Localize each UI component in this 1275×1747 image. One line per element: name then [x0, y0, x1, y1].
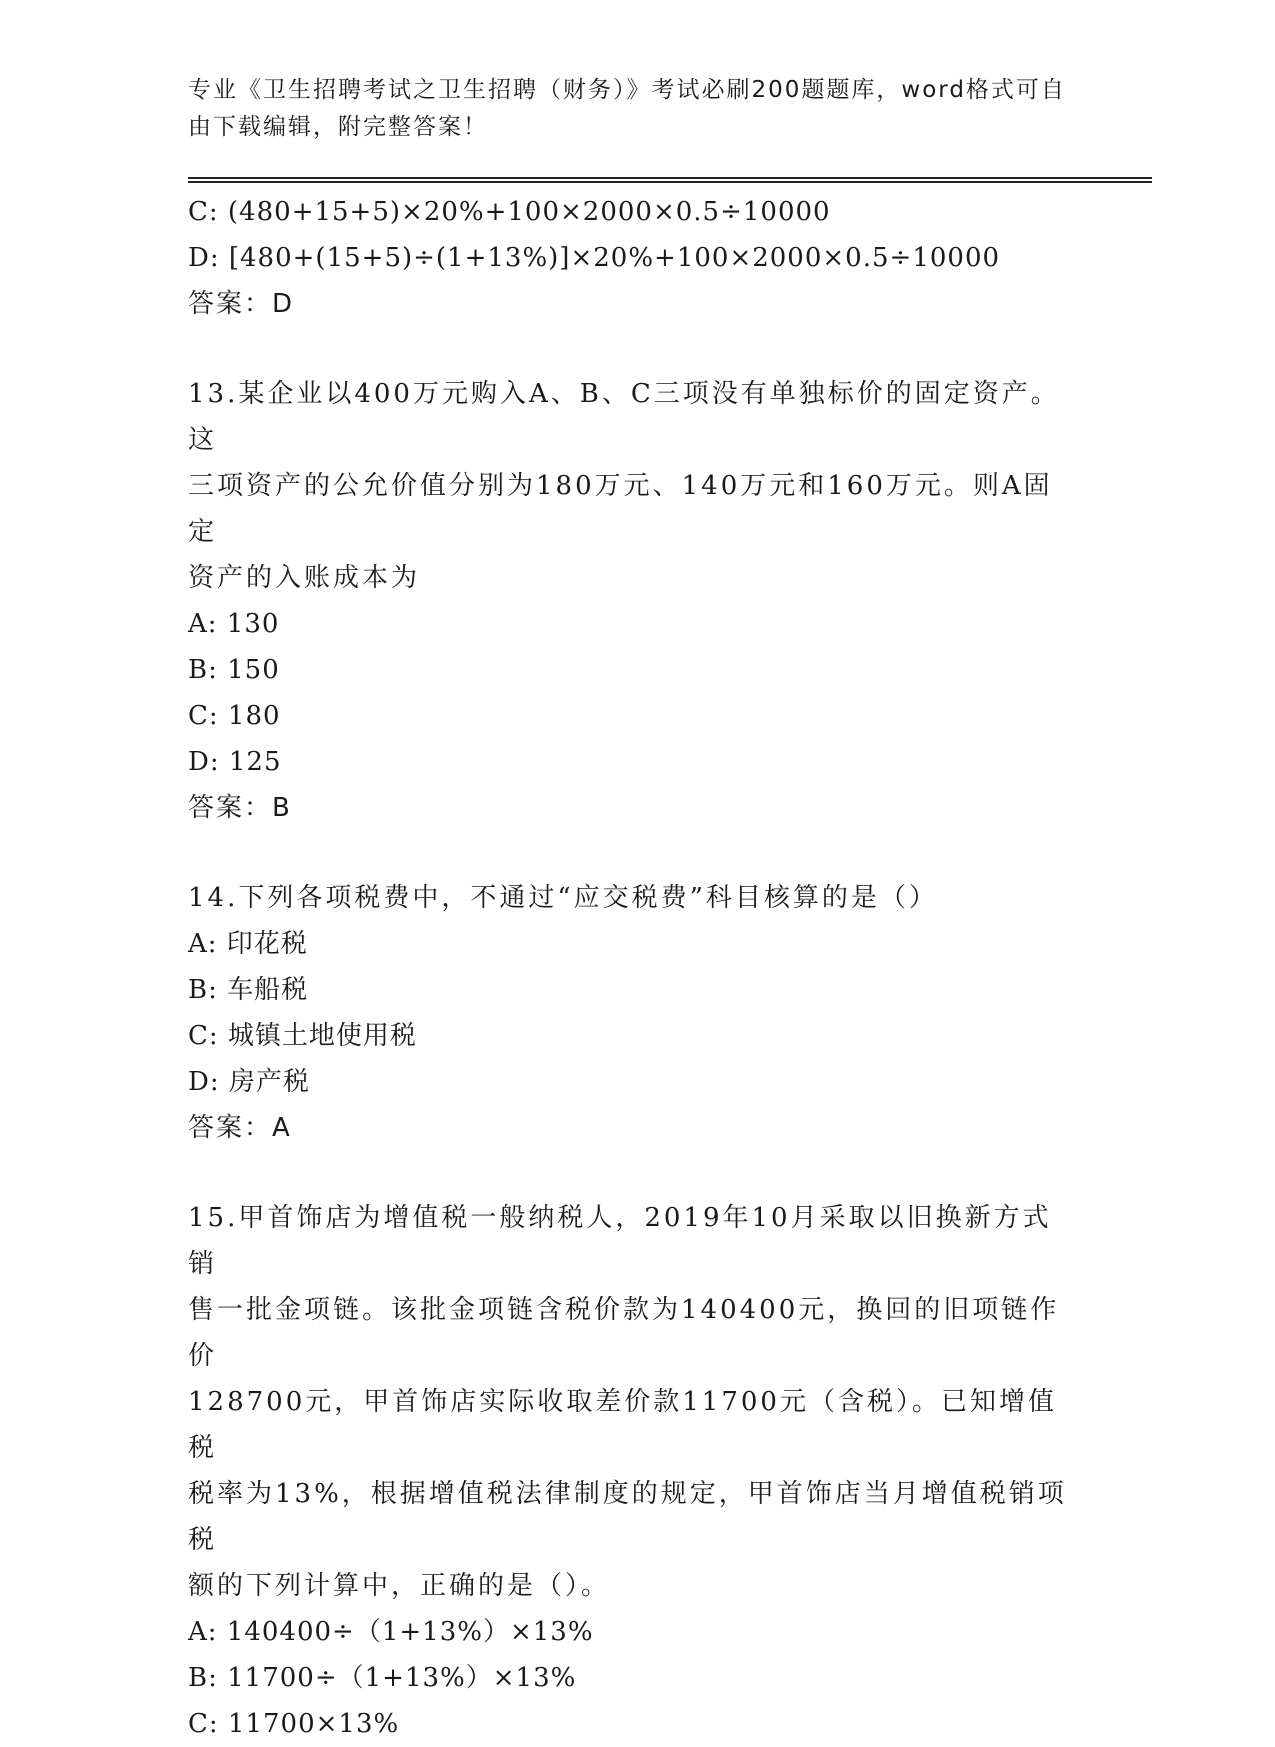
question-15-stem — [188, 1195, 1078, 1609]
question-spacer — [188, 327, 1088, 371]
question-14-stem — [188, 875, 1078, 921]
question-list — [188, 189, 1088, 1747]
question-14-option-b: B: 车船税 — [188, 975, 309, 1005]
question-14 — [188, 875, 1088, 1151]
question-12-option-c: C: (480+15+5)×20%+100×2000×0.5÷10000 — [188, 197, 831, 227]
question-13 — [188, 371, 1088, 831]
question-13-answer: 答案：B — [188, 793, 292, 823]
question-15 — [188, 1195, 1088, 1747]
question-14-stem-line-1: 14.下列各项税费中，不通过“应交税费”科目核算的是（） — [188, 883, 938, 913]
question-12 — [188, 189, 1088, 327]
question-13-option-d: D: 125 — [188, 747, 282, 777]
question-15-option-c: C: 11700×13% — [188, 1709, 400, 1739]
question-13-stem-line-2: 三项资产的公允价值分别为180万元、140万元和160万元。则A固定 — [188, 471, 1053, 547]
question-12-answer: 答案：D — [188, 289, 295, 319]
document-header — [188, 72, 1068, 146]
question-spacer — [188, 831, 1088, 875]
question-13-option-a: A: 130 — [188, 609, 280, 639]
header-divider-top — [188, 177, 1152, 179]
question-13-stem — [188, 371, 1078, 601]
question-15-option-a: A: 140400÷（1+13%）×13% — [188, 1617, 594, 1647]
question-15-option-b: B: 11700÷（1+13%）×13% — [188, 1663, 577, 1693]
question-13-option-b: B: 150 — [188, 655, 280, 685]
question-13-stem-line-1: 13.某企业以400万元购入A、B、C三项没有单独标价的固定资产。这 — [188, 379, 1060, 455]
question-14-option-d: D: 房产税 — [188, 1067, 310, 1097]
question-14-option-c: C: 城镇土地使用税 — [188, 1021, 417, 1051]
question-15-stem-line-1: 15.甲首饰店为增值税一般纳税人，2019年10月采取以旧换新方式销 — [188, 1203, 1052, 1279]
question-14-answer: 答案：A — [188, 1113, 292, 1143]
header-title-line-1: 专业《卫生招聘考试之卫生招聘（财务）》考试必刷200题题库，word格式可自 — [188, 77, 1066, 103]
question-15-stem-line-4: 税率为13%，根据增值税法律制度的规定，甲首饰店当月增值税销项税 — [188, 1479, 1067, 1555]
question-15-stem-line-3: 128700元，甲首饰店实际收取差价款11700元（含税）。已知增值税 — [188, 1387, 1057, 1463]
question-13-stem-line-3: 资产的入账成本为 — [188, 563, 421, 593]
question-12-option-d: D: [480+(15+5)÷(1+13%)]×20%+100×2000×0.5÷10000 — [188, 243, 1001, 273]
header-divider-bottom — [188, 181, 1152, 183]
header-title-line-2: 由下载编辑，附完整答案！ — [188, 114, 488, 140]
question-spacer — [188, 1151, 1088, 1195]
question-15-stem-line-5: 额的下列计算中，正确的是（）。 — [188, 1571, 611, 1601]
question-14-option-a: A: 印花税 — [188, 929, 308, 959]
question-15-stem-line-2: 售一批金项链。该批金项链含税价款为140400元，换回的旧项链作价 — [188, 1295, 1060, 1371]
question-13-option-c: C: 180 — [188, 701, 281, 731]
